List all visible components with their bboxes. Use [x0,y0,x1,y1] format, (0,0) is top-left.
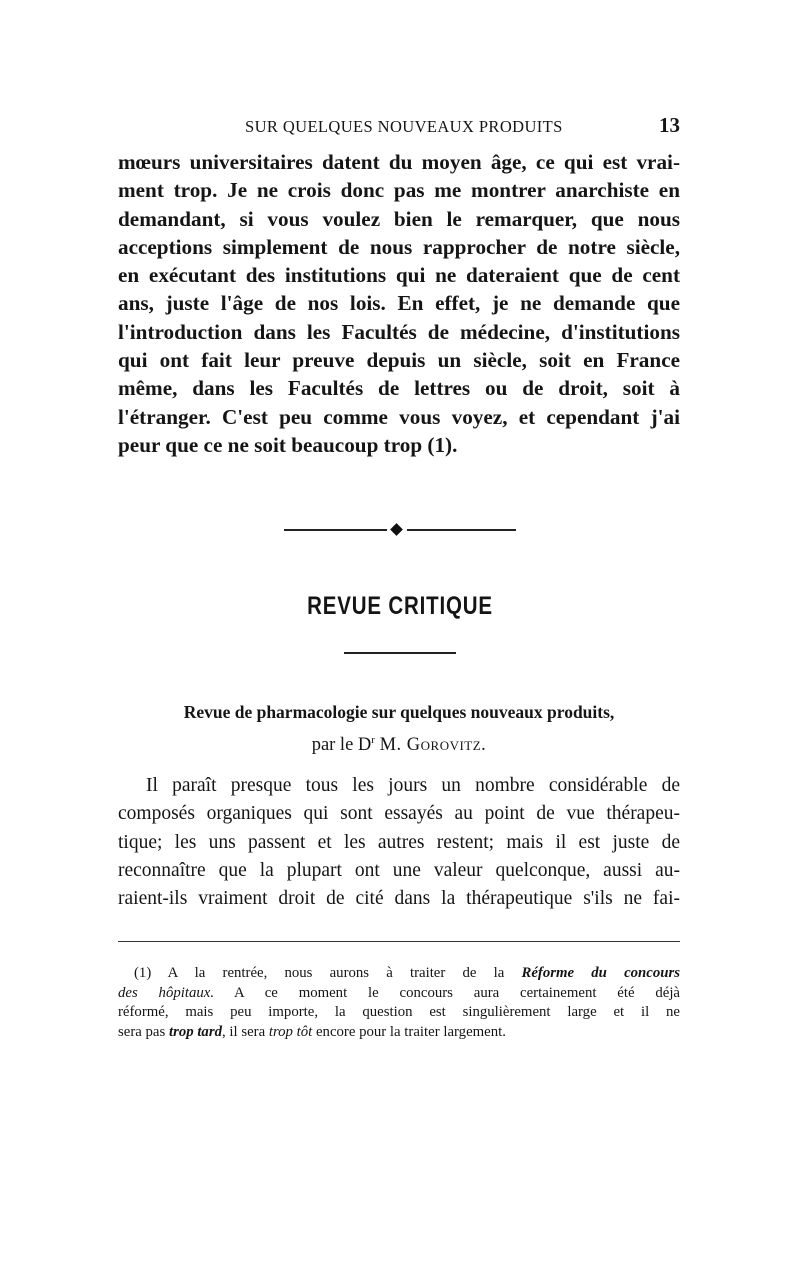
byline-prefix: par le D [311,735,372,756]
text-line: l'étranger. C'est peu comme vous voyez, et cependant j'ai [118,404,680,429]
text-line: tique; les uns passent et les autres restent; mais il est juste de [118,831,680,853]
text-line: raient-ils vraiment droit de cité dans la thérapeutique s'ils ne fai- [118,888,680,910]
text-line: qui ont fait leur preuve depuis un siècle, soit en France [118,348,680,373]
body-paragraph [118,148,680,459]
footnote-emphasis: trop tôt [268,1023,313,1040]
footnote-text: A ce moment le concours aura certainement été déjà [214,984,680,1001]
footnote-emphasis: Réforme du concours [521,965,680,981]
article-byline [118,734,680,756]
footnote-line [118,984,680,1004]
footnote-text: , il sera [222,1023,269,1040]
page-number: 13 [659,113,680,137]
section-title: REVUE CRITIQUE [307,592,493,620]
running-title: SUR QUELQUES NOUVEAUX PRODUITS [245,117,563,136]
section-ornament [284,522,516,538]
footnote [118,964,680,1042]
text-line: même, dans les Facultés de lettres ou de droit, soit à [118,376,680,401]
diamond-ornament-icon [390,523,403,536]
article-paragraph [118,772,680,913]
footnote-line [118,1023,680,1043]
section-title-rule [344,652,456,654]
text-line: l'introduction dans les Facultés de médecine, d'institutions [118,319,680,344]
text-line: demandant, si vous voulez bien le remarquer, que nous [118,206,680,231]
footnote-emphasis: des hôpitaux. [118,984,215,1001]
text-line: en exécutant des institutions qui ne dateraient que de cent [118,263,680,288]
byline-author: M. Gorovitz. [379,735,487,756]
footnote-text: encore pour la traiter largement. [312,1023,506,1040]
text-line: mœurs universitaires datent du moyen âge, ce qui est vrai- [118,150,680,174]
text-line: peur que ce ne soit beaucoup trop (1). [118,432,458,457]
text-line: ment trop. Je ne crois donc pas me montrer anarchiste en [118,178,680,203]
text-line: acceptions simplement de nous rapprocher de notre siècle, [118,234,680,259]
footnote-emphasis: trop tard [168,1023,222,1040]
footnote-rule [118,941,680,942]
article-title: Revue de pharmacologie sur quelques nouveaux produits, [183,702,615,722]
footnote-line: réformé, mais peu importe, la question est singulièrement large et il ne [118,1004,680,1021]
ornament-rule-left [284,529,387,531]
ornament-rule-right [407,529,516,531]
footnote-line [118,964,680,984]
footnote-text: (1) A la rentrée, nous aurons à traiter de la [134,965,522,981]
text-line: ans, juste l'âge de nos lois. En effet, je ne demande que [118,291,680,316]
byline-superscript: r [371,734,375,746]
text-line: reconnaître que la plupart ont une valeur quelconque, aussi au- [118,859,680,881]
running-head [118,113,680,141]
text-line: Il paraît presque tous les jours un nombre considérable de [146,775,680,796]
text-line: composés organiques qui sont essayés au point de vue thérapeu- [118,803,680,825]
footnote-text: sera pas [118,1023,169,1040]
